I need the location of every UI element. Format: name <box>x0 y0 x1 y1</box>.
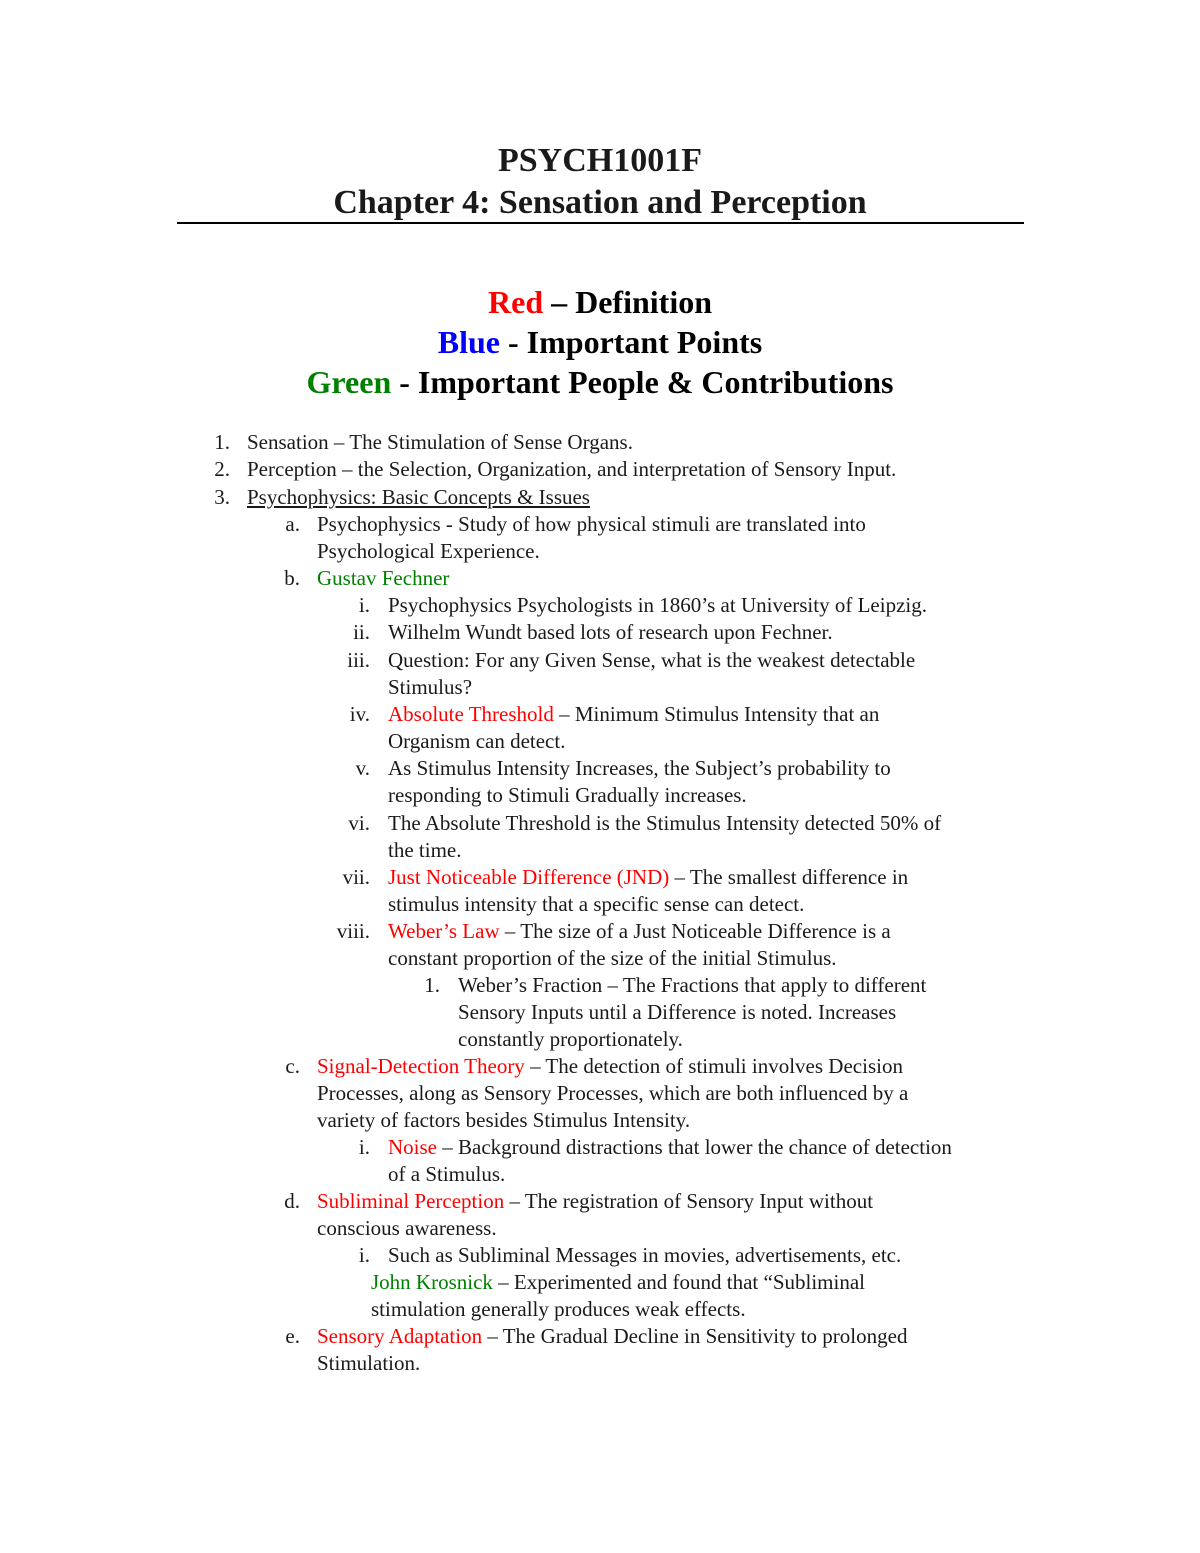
list-marker: ii. <box>353 620 370 644</box>
list-marker: 2. <box>214 457 230 481</box>
list-item-b-iv-line1 <box>388 701 879 728</box>
list-marker: vii. <box>342 865 370 889</box>
definition-text: – The registration of Sensory Input without <box>504 1189 874 1213</box>
legend-red-text: – Definition <box>543 284 712 320</box>
term-webers-law: Weber’s Law <box>388 919 500 943</box>
list-item-b-v-line1: As Stimulus Intensity Increases, the Subject’s probability to <box>388 756 891 780</box>
list-item-e-line2: Stimulation. <box>317 1351 421 1375</box>
list-marker: 1. <box>214 430 230 454</box>
term-jnd: Just Noticeable Difference (JND) <box>388 865 670 889</box>
list-item-b-vii-line1 <box>388 864 908 891</box>
chapter-title: Chapter 4: Sensation and Perception <box>333 184 867 221</box>
list-item-b-vi-line1: The Absolute Threshold is the Stimulus Intensity detected 50% of <box>388 811 942 835</box>
list-item-b-ii: Wilhelm Wundt based lots of research upon Fechner. <box>388 620 833 644</box>
list-marker: a. <box>285 512 300 536</box>
list-item-d-line2: conscious awareness. <box>317 1216 497 1240</box>
list-item-b-iii-line2: Stimulus? <box>388 675 473 699</box>
title-divider <box>177 222 1024 224</box>
list-item-d-i: Such as Subliminal Messages in movies, advertisements, etc. <box>388 1243 902 1267</box>
list-note-krosnick-line1 <box>371 1269 865 1296</box>
list-marker: b. <box>284 566 300 590</box>
legend-green-word: Green <box>306 364 392 400</box>
list-marker: viii. <box>336 919 370 943</box>
list-item-b-iii-line1: Question: For any Given Sense, what is the weakest detectable <box>388 648 916 672</box>
definition-text: – The size of a Just Noticeable Difference is a <box>499 919 891 943</box>
list-item-a-line2: Psychological Experience. <box>317 539 540 563</box>
list-marker: 3. <box>214 485 230 509</box>
list-item-e-line1 <box>317 1323 907 1350</box>
definition-text: – The smallest difference in <box>669 865 909 889</box>
list-item-a-line1: Psychophysics - Study of how physical stimuli are translated into <box>317 512 866 536</box>
person-john-krosnick: John Krosnick <box>371 1270 493 1294</box>
list-marker: iv. <box>349 702 370 726</box>
list-marker: e. <box>285 1324 300 1348</box>
definition-text: – Minimum Stimulus Intensity that an <box>553 702 880 726</box>
list-item-psychophysics-heading: Psychophysics: Basic Concepts & Issues <box>247 485 590 509</box>
list-item-b-v-line2: responding to Stimuli Gradually increases. <box>388 783 747 807</box>
list-marker: vi. <box>348 811 370 835</box>
list-marker: i. <box>358 593 370 617</box>
legend-red-word: Red <box>488 284 544 320</box>
note-text: – Experimented and found that “Subliminal <box>492 1270 866 1294</box>
list-item-c-i-line2: of a Stimulus. <box>388 1162 506 1186</box>
list-marker: iii. <box>347 648 370 672</box>
list-item-gustav-fechner: Gustav Fechner <box>317 566 450 590</box>
list-item-b-viii-line1 <box>388 918 891 945</box>
legend-blue <box>0 326 1200 358</box>
list-item-c-line1 <box>317 1053 903 1080</box>
legend-green-text: - Important People & Contributions <box>391 364 894 400</box>
definition-text: – Background distractions that lower the chance of detection <box>437 1135 952 1159</box>
list-item-webers-fraction-line2: Sensory Inputs until a Difference is noted. Increases <box>458 1000 897 1024</box>
list-item-b-viii-line2: constant proportion of the size of the initial Stimulus. <box>388 946 837 970</box>
list-marker: i. <box>358 1135 370 1159</box>
list-item-b-vi-line2: the time. <box>388 838 462 862</box>
list-item-c-line2: Processes, along as Sensory Processes, which are both influenced by a <box>317 1081 909 1105</box>
term-subliminal-perception: Subliminal Perception <box>317 1189 505 1213</box>
list-item-b-iv-line2: Organism can detect. <box>388 729 566 753</box>
definition-text: – The detection of stimuli involves Decision <box>524 1054 903 1078</box>
term-noise: Noise <box>388 1135 437 1159</box>
list-marker: 1. <box>424 973 440 997</box>
definition-text: – The Gradual Decline in Sensitivity to prolonged <box>482 1324 908 1348</box>
list-item-b-vii-line2: stimulus intensity that a specific sense can detect. <box>388 892 805 916</box>
list-marker: d. <box>284 1189 300 1213</box>
list-item-c-line3: variety of factors besides Stimulus Intensity. <box>317 1108 691 1132</box>
list-item-c-i-line1 <box>388 1134 952 1161</box>
list-item-perception: Perception – the Selection, Organization, and interpretation of Sensory Input. <box>247 457 897 481</box>
list-marker: v. <box>355 756 370 780</box>
list-marker: c. <box>285 1054 300 1078</box>
term-absolute-threshold: Absolute Threshold <box>388 702 554 726</box>
term-sensory-adaptation: Sensory Adaptation <box>317 1324 483 1348</box>
list-item-webers-fraction-line1: Weber’s Fraction – The Fractions that apply to different <box>458 973 927 997</box>
legend-green <box>0 366 1200 398</box>
legend-red <box>0 286 1200 318</box>
list-item-b-i: Psychophysics Psychologists in 1860’s at University of Leipzig. <box>388 593 927 617</box>
legend-blue-word: Blue <box>437 324 500 360</box>
legend-blue-text: - Important Points <box>500 324 763 360</box>
course-code: PSYCH1001F <box>498 142 702 179</box>
list-item-d-line1 <box>317 1188 873 1215</box>
list-marker: i. <box>358 1243 370 1267</box>
list-item-webers-fraction-line3: constantly proportionately. <box>458 1027 683 1051</box>
list-note-krosnick-line2: stimulation generally produces weak effects. <box>371 1297 746 1321</box>
list-item-sensation: Sensation – The Stimulation of Sense Organs. <box>247 430 633 454</box>
term-signal-detection-theory: Signal-Detection Theory <box>317 1054 525 1078</box>
